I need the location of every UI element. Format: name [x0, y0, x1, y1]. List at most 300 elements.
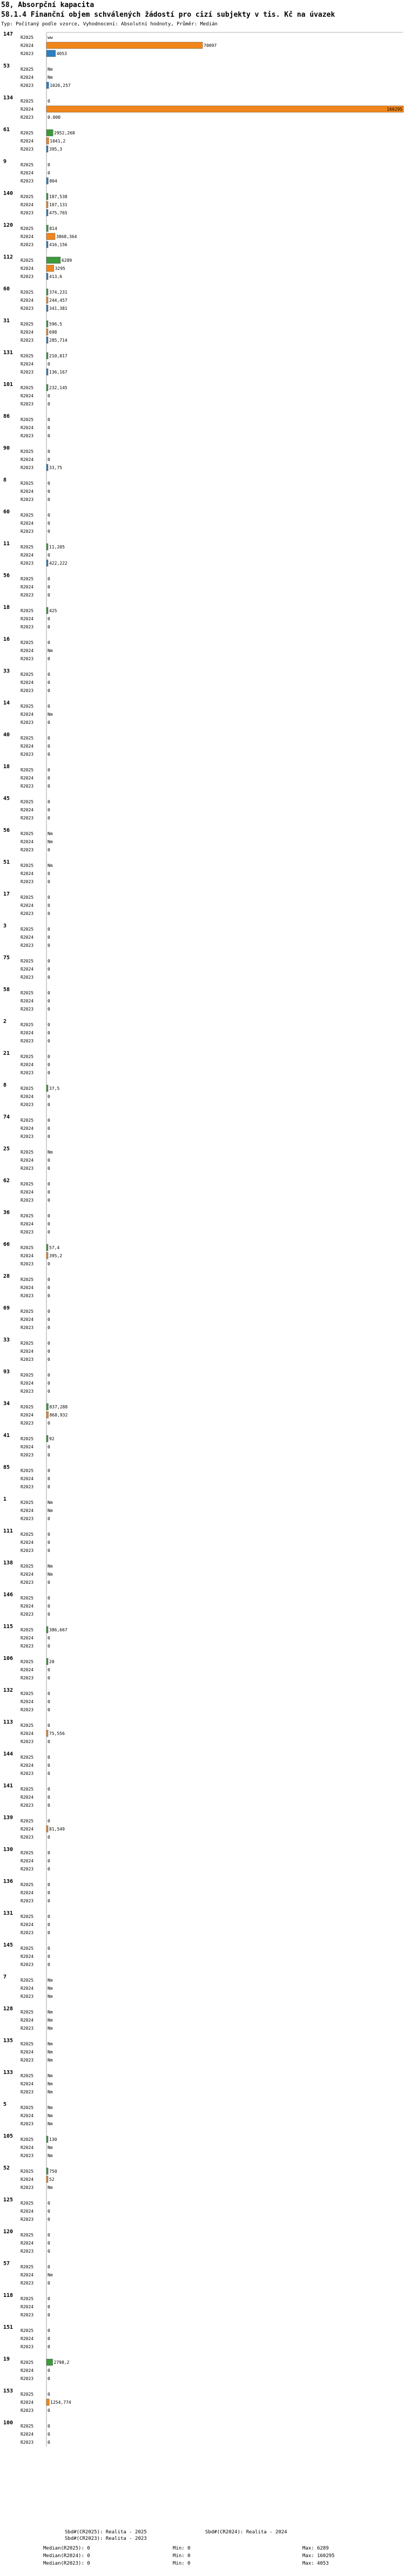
bar [46, 369, 48, 375]
group-label: 31 [3, 318, 10, 324]
series-tick-label: R2023 [21, 2281, 34, 2286]
group-label: 90 [3, 445, 10, 451]
data-label: 0 [48, 1516, 50, 1521]
data-label: 160295 [387, 107, 403, 112]
series-tick-label: R2025 [21, 1022, 34, 1027]
group-label: 93 [3, 1369, 10, 1375]
series-tick-label: R2024 [21, 1859, 34, 1863]
series-tick-label: R2023 [21, 688, 34, 693]
data-label: 0 [48, 1859, 50, 1863]
series-tick-label: R2024 [21, 2368, 34, 2373]
series-tick-label: R2024 [21, 999, 34, 1004]
data-label: 4053 [56, 51, 67, 56]
data-label: 33,75 [49, 465, 63, 470]
group-label: 34 [3, 1401, 10, 1407]
series-tick-label: R2024 [21, 2113, 34, 2118]
series-tick-label: R2025 [21, 991, 34, 995]
data-label: Nm [48, 2042, 53, 2046]
data-label: 395,2 [49, 1253, 63, 1258]
series-tick-label: R2023 [21, 402, 34, 406]
data-label: Nm [48, 2082, 53, 2086]
series-tick-label: R2024 [21, 1572, 34, 1577]
chart-footer [0, 2526, 405, 2576]
data-label: 0 [48, 1476, 50, 1481]
series-tick-label: R2025 [21, 1532, 34, 1537]
data-label: 0 [48, 2440, 50, 2445]
group-label: 28 [3, 1273, 10, 1279]
series-tick-label: R2023 [21, 1739, 34, 1744]
series-tick-label: R2024 [21, 2082, 34, 2086]
data-label: Nm [48, 648, 53, 653]
series-tick-label: R2025 [21, 1245, 34, 1250]
series-tick-label: R2025 [21, 2265, 34, 2269]
series-tick-label: R2025 [21, 1500, 34, 1505]
chart-title: 58.1.4 Finanční objem schválených žádostí pro cizí subjekty v tis. Kč na úvazek [1, 11, 335, 19]
series-tick-label: R2023 [21, 879, 34, 884]
series-tick-label: R2023 [21, 497, 34, 502]
series-tick-label: R2024 [21, 2209, 34, 2214]
series-tick-label: R2025 [21, 131, 34, 135]
data-label: 0 [48, 672, 50, 677]
data-label: 0 [48, 2265, 50, 2269]
series-tick-label: R2024 [21, 2400, 34, 2405]
series-tick-label: R2024 [21, 1604, 34, 1609]
data-label: ww [48, 35, 53, 40]
series-tick-label: R2023 [21, 2217, 34, 2222]
data-label: 0 [48, 1540, 50, 1545]
data-label: 0 [48, 688, 50, 693]
series-tick-label: R2024 [21, 839, 34, 844]
group-label: 62 [3, 1178, 10, 1184]
series-tick-label: R2023 [21, 1102, 34, 1107]
bar [46, 2136, 48, 2143]
series-tick-label: R2023 [21, 1803, 34, 1808]
data-label: 0 [48, 1389, 50, 1394]
series-tick-label: R2023 [21, 1676, 34, 1680]
data-label: Nm [48, 712, 53, 717]
group-label: 141 [3, 1783, 14, 1789]
data-label: 422,222 [49, 561, 68, 566]
series-tick-label: R2024 [21, 553, 34, 558]
series-tick-label: R2024 [21, 808, 34, 812]
data-label: Nm [48, 2073, 53, 2078]
bar [46, 337, 48, 343]
bar [46, 2176, 48, 2182]
data-label: 0 [48, 1198, 50, 1203]
group-label: 14 [3, 700, 10, 706]
data-label: 0 [48, 935, 50, 940]
group-label: 17 [3, 891, 10, 897]
data-label: 0 [48, 1723, 50, 1728]
bar [46, 82, 49, 89]
series-tick-label: R2023 [21, 1070, 34, 1075]
group-label: 130 [3, 1847, 14, 1853]
data-label: Nm [48, 1572, 53, 1577]
data-label: Nm [48, 2145, 53, 2150]
group-label: 86 [3, 413, 10, 419]
data-label: 0 [48, 2304, 50, 2309]
series-tick-label: R2024 [21, 266, 34, 271]
data-label: 136,167 [49, 370, 68, 375]
series-tick-label: R2023 [21, 2153, 34, 2158]
group-label: 106 [3, 1656, 14, 1662]
data-label: 0 [48, 1325, 50, 1330]
group-label: 151 [3, 2324, 14, 2330]
data-label: 0 [48, 1914, 50, 1919]
data-label: 0 [48, 1118, 50, 1123]
series-tick-label: R2025 [21, 1691, 34, 1696]
series-tick-label: R2024 [21, 1222, 34, 1226]
data-label: Nm [48, 2273, 53, 2277]
series-tick-label: R2024 [21, 1922, 34, 1927]
data-label: 386,667 [49, 1628, 68, 1632]
data-label: 0 [48, 1453, 50, 1458]
series-tick-label: R2025 [21, 162, 34, 167]
data-label: 0 [48, 1644, 50, 1649]
bar [46, 607, 48, 614]
data-label: 0 [48, 1222, 50, 1226]
series-tick-label: R2025 [21, 1914, 34, 1919]
series-tick-label: R2023 [21, 2090, 34, 2094]
series-tick-label: R2024 [21, 1317, 34, 1322]
data-label: 0 [48, 1182, 50, 1187]
series-tick-label: R2023 [21, 2408, 34, 2413]
series-tick-label: R2023 [21, 1453, 34, 1458]
series-tick-label: R2024 [21, 2145, 34, 2150]
series-tick-label: R2025 [21, 1086, 34, 1091]
group-label: 9 [3, 159, 7, 165]
series-tick-label: R2025 [21, 354, 34, 358]
data-label: 0 [48, 1126, 50, 1131]
series-tick-label: R2025 [21, 1659, 34, 1664]
data-label: 0 [48, 362, 50, 367]
data-label: 416,156 [49, 242, 68, 247]
bar [46, 209, 48, 216]
data-label: 0 [48, 162, 50, 167]
bar [46, 146, 48, 152]
data-label: 0 [48, 720, 50, 725]
series-tick-label: R2025 [21, 226, 34, 231]
group-label: 112 [3, 254, 14, 260]
series-tick-label: R2024 [21, 616, 34, 621]
data-label: 0 [48, 768, 50, 772]
bar [46, 352, 48, 359]
chart-subtitle: Typ: Počítaný podle vzorce, Vyhodnocení: Absolutní hodnoty, Průměr: Medián [1, 22, 218, 27]
series-tick-label: R2025 [21, 2360, 34, 2365]
bar [46, 1412, 49, 1418]
series-tick-label: R2024 [21, 2336, 34, 2341]
series-tick-label: R2025 [21, 799, 34, 804]
group-label: 120 [3, 222, 14, 228]
data-label: 0 [48, 1819, 50, 1823]
group-label: 115 [3, 1624, 14, 1630]
series-tick-label: R2023 [21, 1867, 34, 1872]
data-label: 0 [48, 848, 50, 852]
series-tick-label: R2023 [21, 848, 34, 852]
series-tick-label: R2024 [21, 648, 34, 653]
series-tick-label: R2023 [21, 975, 34, 980]
data-label: 1026,257 [50, 83, 71, 88]
bar [46, 1658, 48, 1665]
series-tick-label: R2024 [21, 75, 34, 80]
data-label: 0 [48, 1022, 50, 1027]
data-label: 0 [48, 1190, 50, 1195]
data-label: 0 [48, 1850, 50, 1855]
bar [46, 464, 48, 471]
group-label: 3 [3, 923, 7, 929]
data-label: 1041,2 [50, 139, 66, 144]
data-label: 0 [48, 1285, 50, 1290]
data-label: 0 [48, 1054, 50, 1059]
series-tick-label: R2023 [21, 306, 34, 311]
series-tick-label: R2023 [21, 1994, 34, 1999]
series-tick-label: R2024 [21, 967, 34, 972]
series-tick-label: R2024 [21, 1253, 34, 1258]
data-label: 0 [48, 1803, 50, 1808]
series-tick-label: R2025 [21, 831, 34, 836]
max-2023: Max: 4053 [302, 2561, 329, 2566]
data-label: 0 [48, 656, 50, 661]
series-tick-label: R2023 [21, 338, 34, 343]
series-tick-label: R2025 [21, 2201, 34, 2206]
series-tick-label: R2025 [21, 1628, 34, 1632]
bar [46, 233, 55, 240]
group-label: 66 [3, 1242, 10, 1248]
series-tick-label: R2024 [21, 1508, 34, 1513]
bar [46, 329, 48, 335]
data-label: 210,017 [49, 354, 68, 358]
series-tick-label: R2024 [21, 1763, 34, 1768]
group-label: 40 [3, 732, 10, 738]
data-label: 0 [48, 1166, 50, 1171]
data-label: 0 [48, 497, 50, 502]
data-label: 187,538 [49, 194, 68, 199]
series-tick-label: R2023 [21, 1771, 34, 1776]
bar [46, 2168, 48, 2174]
series-tick-label: R2024 [21, 744, 34, 749]
data-label: 0 [48, 1930, 50, 1935]
series-tick-label: R2024 [21, 1094, 34, 1099]
bar [46, 2359, 53, 2365]
series-tick-label: R2023 [21, 561, 34, 566]
data-label: 0 [48, 911, 50, 916]
series-tick-label: R2023 [21, 625, 34, 629]
series-tick-label: R2024 [21, 2273, 34, 2277]
data-label: 0 [48, 2376, 50, 2381]
data-label: 0 [48, 1039, 50, 1043]
data-label: 0 [48, 2328, 50, 2333]
series-tick-label: R2025 [21, 1405, 34, 1409]
series-tick-label: R2024 [21, 1827, 34, 1832]
data-label: 81,549 [49, 1827, 65, 1832]
series-tick-label: R2024 [21, 2241, 34, 2246]
data-label: 0 [48, 1667, 50, 1672]
group-label: 134 [3, 95, 14, 101]
data-label: 0 [48, 1421, 50, 1426]
series-tick-label: R2024 [21, 521, 34, 526]
series-tick-label: R2025 [21, 2233, 34, 2238]
series-tick-label: R2024 [21, 1699, 34, 1704]
data-label: 0 [48, 1548, 50, 1553]
series-tick-label: R2025 [21, 1150, 34, 1155]
data-label: Nm [48, 2121, 53, 2126]
series-tick-label: R2023 [21, 1707, 34, 1712]
bar [46, 2399, 49, 2405]
data-label: 0 [48, 171, 50, 175]
data-label: 0 [48, 2296, 50, 2301]
group-label: 8 [3, 1082, 7, 1088]
data-label: 0 [48, 585, 50, 589]
bar [46, 1244, 48, 1251]
series-tick-label: R2025 [21, 290, 34, 295]
data-label: Nm [48, 2105, 53, 2110]
data-label: 698 [49, 330, 57, 335]
data-label: 0 [48, 2241, 50, 2246]
data-label: 92 [49, 1436, 55, 1441]
data-label: 0 [48, 1890, 50, 1895]
data-label: 0 [48, 457, 50, 462]
data-label: 0 [48, 394, 50, 398]
data-label: 0 [48, 879, 50, 884]
bar [46, 193, 48, 200]
group-label: 61 [3, 127, 10, 133]
series-tick-label: R2025 [21, 1468, 34, 1473]
data-label: 0 [48, 521, 50, 526]
data-label: Nm [48, 2113, 53, 2118]
data-label: 37,5 [49, 1086, 60, 1091]
series-tick-label: R2023 [21, 1899, 34, 1903]
series-tick-label: R2024 [21, 1285, 34, 1290]
series-tick-label: R2024 [21, 1476, 34, 1481]
series-tick-label: R2023 [21, 720, 34, 725]
data-label: 0 [48, 1946, 50, 1951]
group-label: 131 [3, 1910, 14, 1916]
series-tick-label: R2023 [21, 2376, 34, 2381]
data-label: 341,381 [49, 306, 68, 311]
data-label: 0 [48, 1835, 50, 1840]
series-tick-label: R2023 [21, 1325, 34, 1330]
series-tick-label: R2023 [21, 51, 34, 56]
bar [46, 1626, 48, 1633]
series-tick-label: R2024 [21, 1890, 34, 1895]
data-label: 413,6 [49, 274, 63, 279]
series-tick-label: R2025 [21, 1277, 34, 1282]
bar [46, 50, 56, 57]
data-label: Nm [48, 2090, 53, 2094]
data-label: 0 [48, 1676, 50, 1680]
data-label: 0 [48, 808, 50, 812]
data-label: 0 [48, 895, 50, 900]
series-tick-label: R2025 [21, 1373, 34, 1378]
series-tick-label: R2025 [21, 2105, 34, 2110]
data-label: 0 [48, 744, 50, 749]
data-label: 750 [49, 2169, 57, 2174]
data-label: Nm [48, 1564, 53, 1569]
series-tick-label: R2024 [21, 2304, 34, 2309]
data-label: 0 [48, 2408, 50, 2413]
series-tick-label: R2025 [21, 1564, 34, 1569]
data-label: 0 [48, 425, 50, 430]
series-tick-label: R2024 [21, 2018, 34, 2023]
group-label: 45 [3, 796, 10, 802]
series-tick-label: R2023 [21, 1516, 34, 1521]
data-label: 0 [48, 1102, 50, 1107]
group-label: 144 [3, 1751, 14, 1757]
bar [46, 1085, 48, 1092]
series-tick-label: R2024 [21, 425, 34, 430]
series-tick-label: R2025 [21, 895, 34, 900]
series-tick-label: R2023 [21, 1007, 34, 1012]
series-tick-label: R2023 [21, 1166, 34, 1171]
data-label: 0 [48, 1381, 50, 1386]
data-label: 0 [48, 625, 50, 629]
data-label: 75,556 [49, 1731, 65, 1736]
data-label: 0 [48, 616, 50, 621]
data-label: 57,4 [49, 1245, 60, 1250]
series-tick-label: R2025 [21, 1118, 34, 1123]
bar [46, 106, 403, 112]
group-label: 85 [3, 1465, 10, 1470]
data-label: Nm [48, 831, 53, 836]
data-label: 0 [48, 99, 50, 104]
bar [46, 273, 48, 280]
bar [46, 257, 60, 263]
series-tick-label: R2025 [21, 608, 34, 613]
data-label: 0 [48, 433, 50, 438]
data-label: 596,5 [49, 322, 63, 327]
data-label: 0 [48, 1739, 50, 1744]
data-label: 0 [48, 1317, 50, 1322]
series-tick-label: R2023 [21, 2313, 34, 2317]
group-label: 19 [3, 2356, 10, 2362]
group-label: 100 [3, 2420, 14, 2426]
min-2025: Min: 0 [173, 2546, 191, 2551]
bar [46, 1404, 48, 1410]
data-label: 0 [48, 1867, 50, 1872]
series-tick-label: R2024 [21, 1381, 34, 1386]
data-label: 395,3 [49, 147, 63, 152]
data-label: 0 [48, 489, 50, 494]
series-tick-label: R2025 [21, 1882, 34, 1887]
group-label: 69 [3, 1305, 10, 1311]
series-tick-label: R2023 [21, 943, 34, 948]
data-label: 0 [48, 2424, 50, 2429]
data-label: 0 [48, 2209, 50, 2214]
data-label: 0 [48, 943, 50, 948]
data-label: 3295 [55, 266, 65, 271]
data-label: 0 [48, 1309, 50, 1314]
series-tick-label: R2025 [21, 1054, 34, 1059]
group-label: 136 [3, 1879, 14, 1884]
series-tick-label: R2025 [21, 1341, 34, 1346]
data-label: 0 [48, 640, 50, 645]
group-label: 21 [3, 1050, 10, 1056]
group-label: 33 [3, 668, 10, 674]
data-label: 0 [48, 1882, 50, 1887]
series-tick-label: R2024 [21, 585, 34, 589]
group-label: 58 [3, 987, 10, 993]
group-label: 56 [3, 573, 10, 579]
series-tick-label: R2024 [21, 1954, 34, 1959]
data-label: 0 [48, 991, 50, 995]
series-tick-label: R2023 [21, 1389, 34, 1394]
data-label: Nm [48, 2050, 53, 2055]
series-tick-label: R2023 [21, 115, 34, 120]
series-tick-label: R2025 [21, 2010, 34, 2015]
series-tick-label: R2025 [21, 1946, 34, 1951]
series-tick-label: R2023 [21, 2249, 34, 2254]
bar [46, 384, 48, 391]
